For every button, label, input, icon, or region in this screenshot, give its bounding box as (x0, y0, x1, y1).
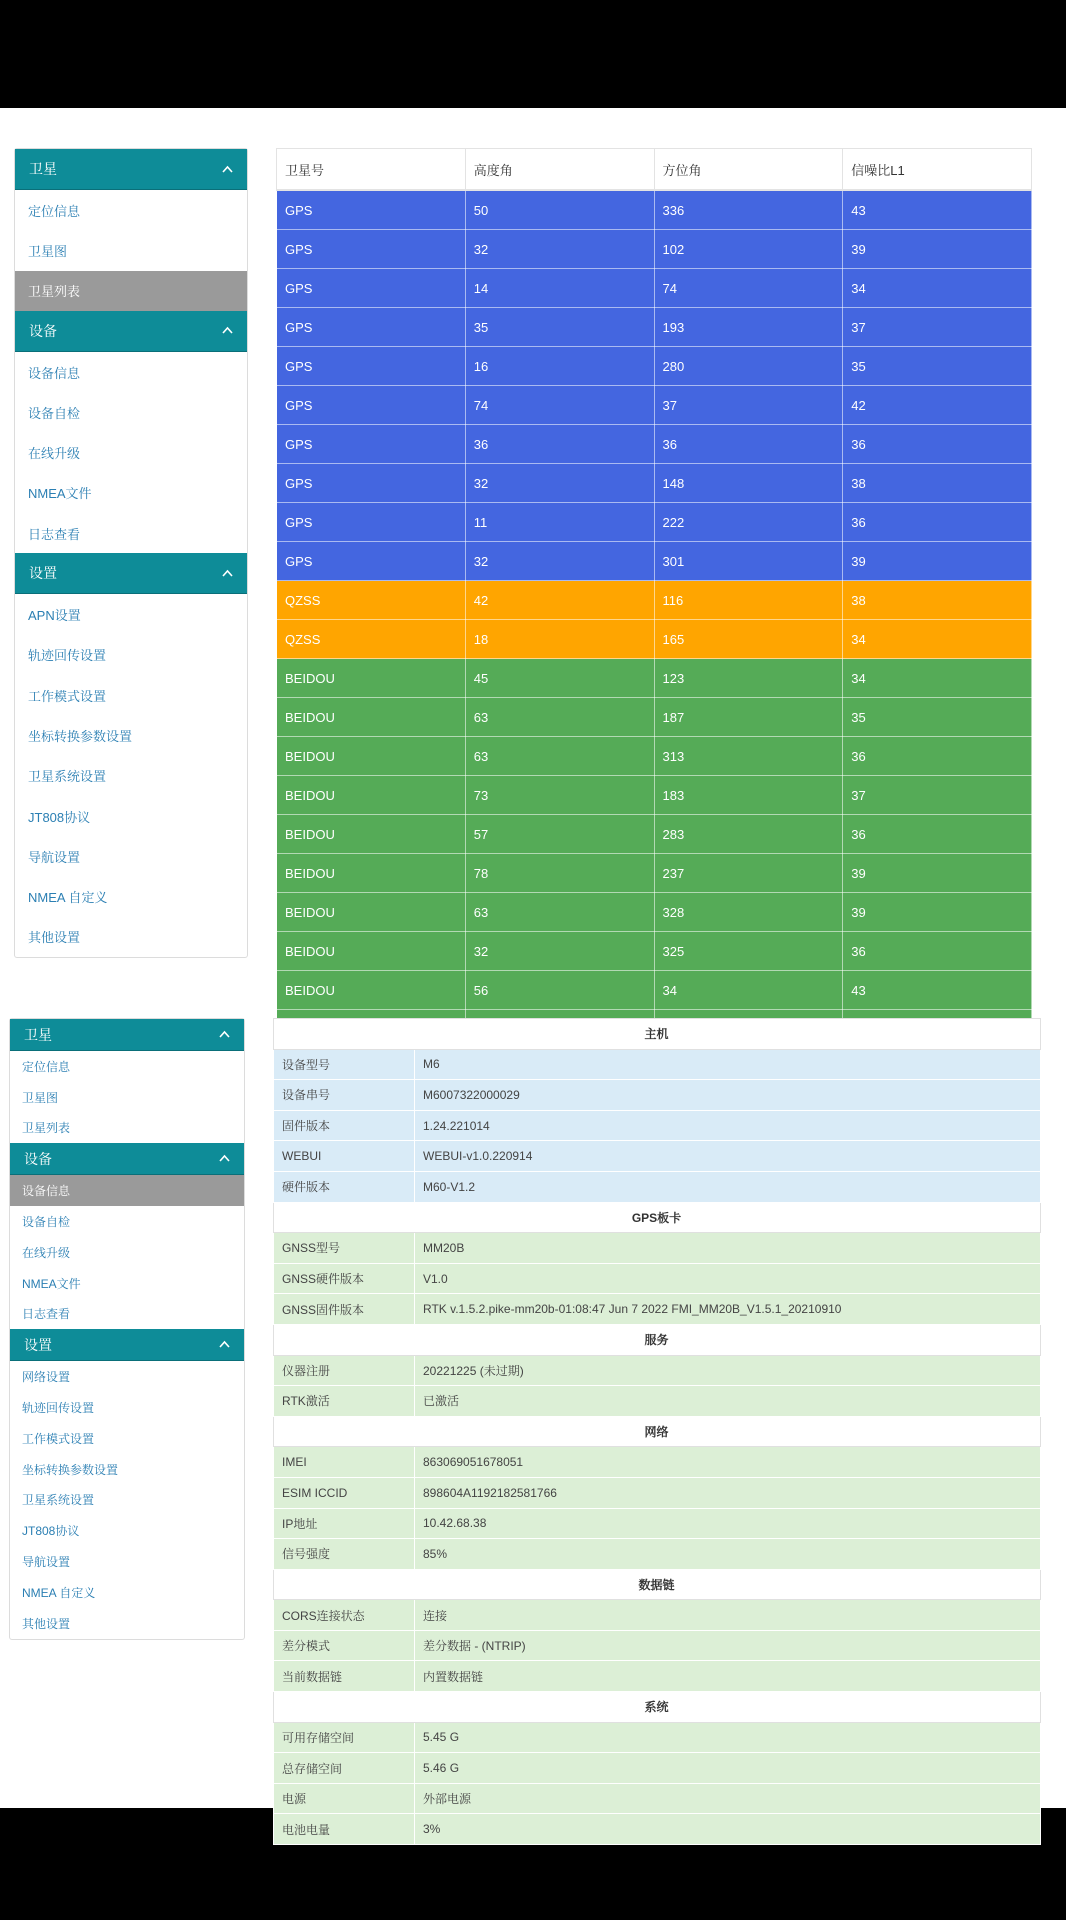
cell-system: BEIDOU (277, 932, 466, 971)
info-section-header (274, 1416, 1041, 1447)
cell-system: BEIDOU (277, 971, 466, 1010)
table-row (274, 1661, 1041, 1692)
chevron-up-icon[interactable] (222, 568, 233, 579)
cell-azimuth: 74 (654, 269, 843, 308)
info-label: 硬件版本 (274, 1171, 415, 1202)
cell-snr: 34 (843, 620, 1032, 659)
sidebar-section-header[interactable] (15, 311, 247, 352)
table-row (274, 1814, 1041, 1845)
table-row (277, 425, 1032, 464)
table-row (274, 1141, 1041, 1172)
table-row (274, 1722, 1041, 1753)
sidebar-item[interactable]: 设备自检 (28, 405, 81, 421)
sidebar-item[interactable]: 坐标转换参数设置 (28, 728, 133, 744)
sidebar-item[interactable]: 日志查看 (22, 1307, 71, 1322)
info-value: 863069051678051 (415, 1447, 1041, 1478)
cell-azimuth: 313 (654, 737, 843, 776)
cell-snr: 36 (843, 932, 1032, 971)
cell-elevation: 45 (465, 659, 654, 698)
info-value: 20221225 (未过期) (415, 1355, 1041, 1386)
table-row (274, 1171, 1041, 1202)
cell-elevation: 63 (465, 737, 654, 776)
info-value: 连接 (415, 1600, 1041, 1631)
sidebar-item[interactable]: 设备信息 (28, 365, 81, 381)
sidebar-section-title: 卫星 (24, 1026, 52, 1043)
table-row (277, 308, 1032, 347)
info-value: M6 (415, 1049, 1041, 1080)
cell-snr: 37 (843, 308, 1032, 347)
cell-snr: 39 (843, 542, 1032, 581)
sidebar-item[interactable]: 工作模式设置 (22, 1431, 95, 1446)
sidebar-satellite-page (14, 148, 248, 958)
info-label: GNSS固件版本 (274, 1294, 415, 1325)
cell-azimuth: 165 (654, 620, 843, 659)
sidebar-item[interactable]: 坐标转换参数设置 (22, 1462, 119, 1477)
cell-azimuth: 222 (654, 503, 843, 542)
column-header: 方位角 (654, 149, 843, 191)
table-row (274, 1049, 1041, 1080)
sidebar-item[interactable]: 卫星列表 (22, 1121, 71, 1136)
sidebar-item[interactable]: 其他设置 (28, 930, 81, 946)
cell-elevation: 50 (465, 190, 654, 230)
sidebar-item[interactable]: 工作模式设置 (28, 688, 107, 704)
cell-system: BEIDOU (277, 776, 466, 815)
info-section-header (274, 1324, 1041, 1355)
cell-snr: 39 (843, 854, 1032, 893)
table-row (274, 1539, 1041, 1570)
cell-snr: 35 (843, 347, 1032, 386)
table-row (274, 1355, 1041, 1386)
sidebar-section-header[interactable] (10, 1329, 244, 1361)
cell-system: GPS (277, 464, 466, 503)
table-row (274, 1110, 1041, 1141)
table-row (274, 1447, 1041, 1478)
sidebar-item[interactable]: 卫星图 (28, 243, 68, 259)
info-label: GNSS硬件版本 (274, 1263, 415, 1294)
cell-azimuth: 36 (654, 425, 843, 464)
cell-elevation: 74 (465, 386, 654, 425)
sidebar-item[interactable]: 网络设置 (22, 1370, 71, 1385)
cell-elevation: 56 (465, 971, 654, 1010)
cell-azimuth: 328 (654, 893, 843, 932)
sidebar-section-title: 设置 (24, 1336, 52, 1353)
cell-system: GPS (277, 230, 466, 269)
sidebar-section-header[interactable] (15, 553, 247, 594)
satellite-table-container[interactable] (276, 148, 1032, 1010)
table-row (274, 1630, 1041, 1661)
cell-elevation: 57 (465, 815, 654, 854)
info-section-header (274, 1692, 1041, 1723)
table-row (277, 581, 1032, 620)
table-row (277, 932, 1032, 971)
info-label: RTK激活 (274, 1386, 415, 1417)
sidebar-item[interactable]: 导航设置 (22, 1555, 71, 1570)
table-row (274, 1263, 1041, 1294)
cell-azimuth: 37 (654, 386, 843, 425)
cell-elevation: 32 (465, 464, 654, 503)
cell-azimuth: 336 (654, 190, 843, 230)
cell-snr: 35 (843, 698, 1032, 737)
sidebar-section-title: 设备 (24, 1150, 52, 1167)
cell-elevation: 32 (465, 932, 654, 971)
table-row (277, 659, 1032, 698)
info-value: 10.42.68.38 (415, 1508, 1041, 1539)
cell-elevation: 18 (465, 620, 654, 659)
sidebar-item[interactable]: 在线升级 (28, 446, 81, 462)
info-section-title: 数据链 (274, 1569, 1041, 1600)
cell-azimuth: 283 (654, 815, 843, 854)
cell-elevation: 73 (465, 776, 654, 815)
cell-azimuth: 116 (654, 581, 843, 620)
cell-snr: 37 (843, 776, 1032, 815)
info-label: 仪器注册 (274, 1355, 415, 1386)
sidebar-item[interactable]: 设备信息 (10, 1175, 244, 1206)
sidebar-section-title: 卫星 (29, 161, 57, 177)
sidebar-item[interactable]: NMEA文件 (22, 1276, 81, 1291)
table-row (277, 893, 1032, 932)
table-row (277, 815, 1032, 854)
sidebar-item[interactable]: 设备自检 (22, 1215, 71, 1230)
sidebar-item[interactable]: APN设置 (28, 608, 81, 624)
cell-snr: 39 (843, 230, 1032, 269)
cell-snr: 36 (843, 425, 1032, 464)
info-label: 差分模式 (274, 1630, 415, 1661)
table-row (274, 1233, 1041, 1264)
chevron-up-icon[interactable] (222, 164, 233, 175)
cell-snr: 38 (843, 464, 1032, 503)
cell-snr: 36 (843, 503, 1032, 542)
table-row (277, 776, 1032, 815)
sidebar-item[interactable]: 日志查看 (28, 526, 81, 542)
info-value: M60-V1.2 (415, 1171, 1041, 1202)
sidebar-item[interactable]: 定位信息 (22, 1059, 71, 1074)
info-value: MM20B (415, 1233, 1041, 1264)
column-header: 卫星号 (277, 149, 466, 191)
info-section-header (274, 1019, 1041, 1050)
info-label: 电源 (274, 1783, 415, 1814)
info-value: RTK v.1.5.2.pike-mm20b-01:08:47 Jun 7 2022 FMI_MM20B_V1.5.1_20210910 (415, 1294, 1041, 1325)
info-label: CORS连接状态 (274, 1600, 415, 1631)
sidebar-item[interactable]: 导航设置 (28, 849, 81, 865)
info-label: 电池电量 (274, 1814, 415, 1845)
info-label: 可用存储空间 (274, 1722, 415, 1753)
cell-system: BEIDOU (277, 698, 466, 737)
table-row (277, 737, 1032, 776)
info-value: 1.24.221014 (415, 1110, 1041, 1141)
sidebar-section-header[interactable] (15, 149, 247, 190)
cell-azimuth: 148 (654, 464, 843, 503)
sidebar-item[interactable]: JT808协议 (22, 1524, 80, 1539)
cell-system: QZSS (277, 620, 466, 659)
table-row (277, 542, 1032, 581)
cell-elevation: 42 (465, 581, 654, 620)
info-section-title: 系统 (274, 1692, 1041, 1723)
info-section-title: 服务 (274, 1324, 1041, 1355)
sidebar-item[interactable]: 轨迹回传设置 (28, 648, 107, 664)
cell-snr: 42 (843, 386, 1032, 425)
table-row (277, 386, 1032, 425)
cell-system: GPS (277, 190, 466, 230)
cell-snr: 36 (843, 737, 1032, 776)
table-row (277, 620, 1032, 659)
info-label: IP地址 (274, 1508, 415, 1539)
cell-azimuth: 325 (654, 932, 843, 971)
info-value: 5.46 G (415, 1753, 1041, 1784)
cell-system: QZSS (277, 581, 466, 620)
cell-azimuth: 193 (654, 308, 843, 347)
sidebar-section-header[interactable] (10, 1019, 244, 1051)
cell-elevation: 16 (465, 347, 654, 386)
info-value: 898604A1192182581766 (415, 1477, 1041, 1508)
info-label: GNSS型号 (274, 1233, 415, 1264)
cell-system: BEIDOU (277, 854, 466, 893)
sidebar-item[interactable]: 轨迹回传设置 (22, 1401, 95, 1416)
table-row (277, 464, 1032, 503)
cell-snr: 38 (843, 581, 1032, 620)
table-row (277, 854, 1032, 893)
cell-azimuth: 237 (654, 854, 843, 893)
sidebar-device-page (9, 1018, 245, 1640)
cell-system: GPS (277, 542, 466, 581)
cell-system: BEIDOU (277, 659, 466, 698)
cell-azimuth: 183 (654, 776, 843, 815)
cell-snr: 34 (843, 269, 1032, 308)
info-value: V1.0 (415, 1263, 1041, 1294)
sidebar-item[interactable]: NMEA 自定义 (28, 890, 108, 906)
table-row (277, 347, 1032, 386)
chevron-up-icon[interactable] (219, 1153, 230, 1164)
info-label: 固件版本 (274, 1110, 415, 1141)
table-row (274, 1294, 1041, 1325)
table-row (277, 269, 1032, 308)
table-row (274, 1753, 1041, 1784)
sidebar-item[interactable]: 卫星系统设置 (28, 769, 107, 785)
satellite-table (276, 148, 1032, 1049)
cell-snr: 36 (843, 815, 1032, 854)
cell-system: BEIDOU (277, 815, 466, 854)
table-row (277, 230, 1032, 269)
info-value: 3% (415, 1814, 1041, 1845)
sidebar-item[interactable]: 卫星图 (22, 1090, 59, 1105)
info-value: 外部电源 (415, 1783, 1041, 1814)
table-row (274, 1508, 1041, 1539)
cell-system: BEIDOU (277, 737, 466, 776)
info-value: 85% (415, 1539, 1041, 1570)
sidebar-item[interactable]: 其他设置 (22, 1616, 71, 1631)
cell-azimuth: 280 (654, 347, 843, 386)
cell-elevation: 78 (465, 854, 654, 893)
cell-elevation: 14 (465, 269, 654, 308)
sidebar-item[interactable]: NMEA文件 (28, 486, 92, 502)
info-value: WEBUI-v1.0.220914 (415, 1141, 1041, 1172)
cell-system: GPS (277, 347, 466, 386)
cell-azimuth: 123 (654, 659, 843, 698)
cell-azimuth: 34 (654, 971, 843, 1010)
cell-elevation: 36 (465, 425, 654, 464)
info-label: 设备型号 (274, 1049, 415, 1080)
info-label: ESIM ICCID (274, 1477, 415, 1508)
chevron-up-icon[interactable] (219, 1339, 230, 1350)
table-row (277, 190, 1032, 230)
satellite-table-header (277, 149, 1032, 191)
sidebar-item[interactable]: 卫星系统设置 (22, 1493, 95, 1508)
sidebar-section-title: 设置 (29, 565, 57, 582)
cell-system: GPS (277, 308, 466, 347)
cell-system: GPS (277, 386, 466, 425)
table-row (274, 1783, 1041, 1814)
cell-system: BEIDOU (277, 893, 466, 932)
table-row (274, 1080, 1041, 1111)
info-label: 信号强度 (274, 1539, 415, 1570)
cell-snr: 34 (843, 659, 1032, 698)
sidebar-section-title: 设备 (29, 322, 57, 339)
cell-snr: 39 (843, 893, 1032, 932)
sidebar-item[interactable]: 在线升级 (22, 1245, 71, 1260)
info-label: WEBUI (274, 1141, 415, 1172)
info-section-title: GPS板卡 (274, 1202, 1041, 1233)
info-section-header (274, 1202, 1041, 1233)
info-label: IMEI (274, 1447, 415, 1478)
device-info-container (273, 1018, 1041, 1845)
sidebar-item[interactable]: 定位信息 (28, 203, 81, 219)
chevron-up-icon[interactable] (222, 325, 233, 336)
info-value: 内置数据链 (415, 1661, 1041, 1692)
info-section-title: 主机 (274, 1019, 1041, 1050)
cell-elevation: 35 (465, 308, 654, 347)
sidebar-item[interactable]: NMEA 自定义 (22, 1585, 96, 1600)
cell-snr: 43 (843, 190, 1032, 230)
info-label: 总存储空间 (274, 1753, 415, 1784)
table-row (277, 971, 1032, 1010)
info-value: 5.45 G (415, 1722, 1041, 1753)
table-row (274, 1600, 1041, 1631)
device-info-table (273, 1018, 1041, 1845)
column-header: 信噪比L1 (843, 149, 1032, 191)
cell-elevation: 63 (465, 893, 654, 932)
info-section-title: 网络 (274, 1416, 1041, 1447)
table-row (277, 503, 1032, 542)
cell-system: GPS (277, 503, 466, 542)
info-value: 已激活 (415, 1386, 1041, 1417)
page-canvas (0, 108, 1066, 1837)
info-value: 差分数据 - (NTRIP) (415, 1630, 1041, 1661)
table-row (277, 698, 1032, 737)
column-header: 高度角 (465, 149, 654, 191)
cell-elevation: 63 (465, 698, 654, 737)
cell-elevation: 32 (465, 230, 654, 269)
sidebar-item[interactable]: JT808协议 (28, 809, 91, 825)
sidebar-section-header[interactable] (10, 1143, 244, 1175)
cell-azimuth: 102 (654, 230, 843, 269)
cell-system: GPS (277, 425, 466, 464)
info-label: 当前数据链 (274, 1661, 415, 1692)
cell-azimuth: 301 (654, 542, 843, 581)
cell-system: GPS (277, 269, 466, 308)
table-row (274, 1477, 1041, 1508)
cell-azimuth: 187 (654, 698, 843, 737)
sidebar-item[interactable]: 卫星列表 (15, 271, 247, 311)
chevron-up-icon[interactable] (219, 1029, 230, 1040)
cell-snr: 43 (843, 971, 1032, 1010)
table-row (274, 1386, 1041, 1417)
info-section-header (274, 1569, 1041, 1600)
cell-elevation: 11 (465, 503, 654, 542)
cell-elevation: 32 (465, 542, 654, 581)
info-value: M6007322000029 (415, 1080, 1041, 1111)
info-label: 设备串号 (274, 1080, 415, 1111)
